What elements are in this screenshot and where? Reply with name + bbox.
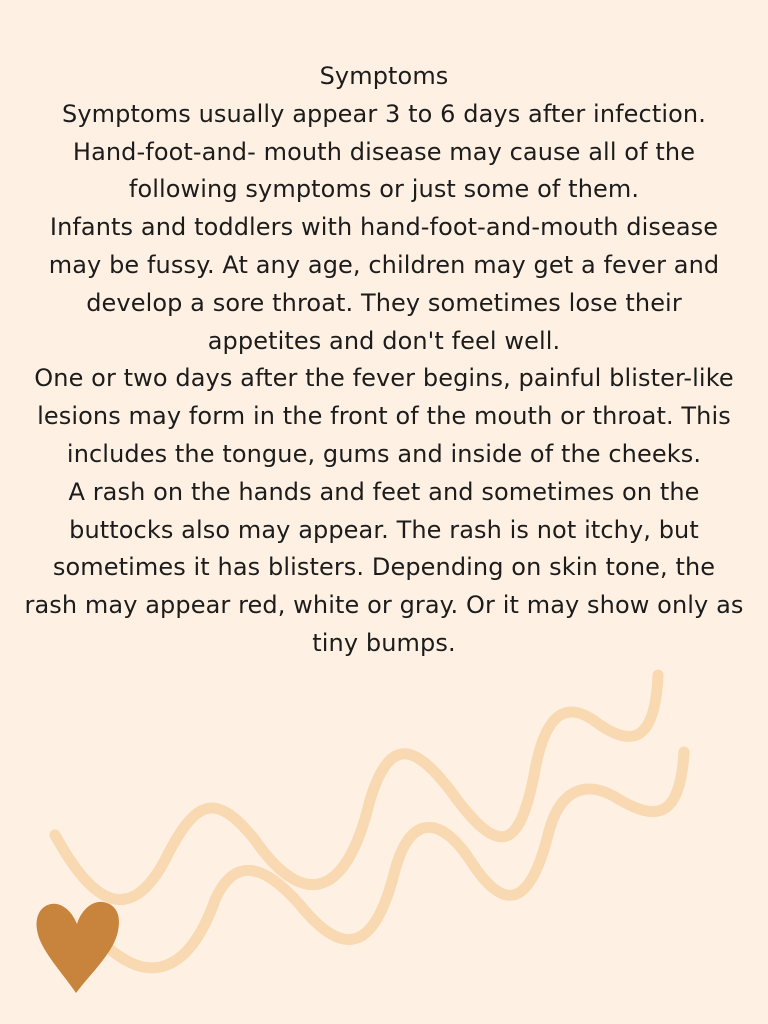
paragraph-1-line-3: following symptoms or just some of them. [128, 175, 640, 204]
paragraph-4-line-4: rash may appear red, white or gray. Or it may show only as [24, 591, 744, 620]
paragraph-4-line-3: sometimes it has blisters. Depending on skin tone, the [52, 553, 716, 582]
heart-icon [37, 902, 120, 993]
paragraph-4-line-2: buttocks also may appear. The rash is not itchy, but [69, 515, 699, 544]
paragraph-4-line-1: A rash on the hands and feet and sometimes on the [68, 477, 700, 506]
wave-line-upper [55, 675, 658, 900]
paragraph-1-line-1: Symptoms usually appear 3 to 6 days after infection. [62, 99, 706, 128]
paragraph-2-line-2: may be fussy. At any age, children may get a fever and [48, 250, 720, 279]
paragraph-3-line-2: lesions may form in the front of the mouth or throat. This [37, 402, 731, 431]
paragraph-2-line-4: appetites and don't feel well. [207, 326, 561, 355]
paragraph-1-line-2: Hand-foot-and- mouth disease may cause all of the [72, 137, 696, 166]
paragraph-4-line-5: tiny bumps. [312, 628, 456, 657]
paragraph-2-line-1: Infants and toddlers with hand-foot-and-mouth disease [49, 213, 719, 242]
page-title: Symptoms [319, 62, 449, 90]
paragraph-2-line-3: develop a sore throat. They sometimes lose their [86, 288, 682, 317]
wave-line-lower [100, 752, 684, 968]
paragraph-3-line-3: includes the tongue, gums and inside of the cheeks. [66, 439, 702, 468]
paragraph-3-line-1: One or two days after the fever begins, painful blister-like [34, 364, 734, 393]
